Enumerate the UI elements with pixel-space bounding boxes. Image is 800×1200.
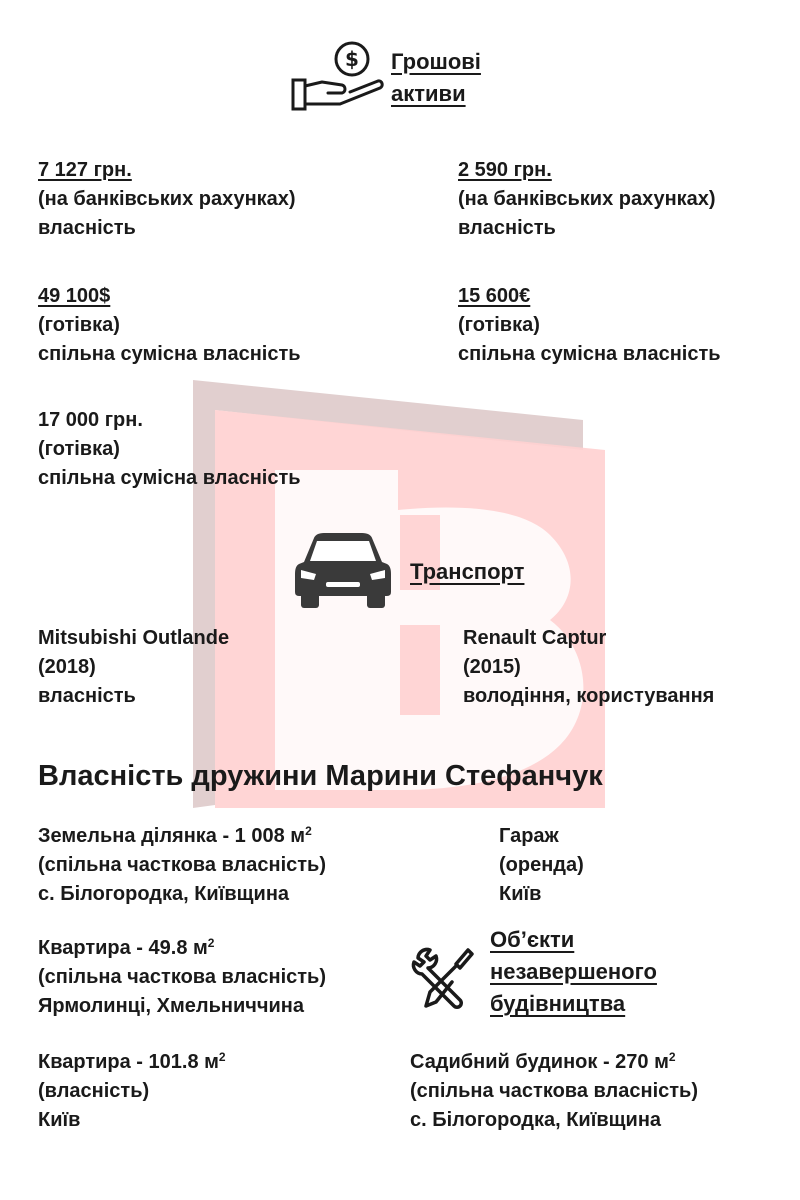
garage-ownership: (оренда) (499, 854, 584, 876)
unfinished-title-line1: Об’єкти (490, 927, 575, 952)
money-type: (на банківських рахунках) (38, 188, 296, 210)
money-amount: 17 000 грн. (38, 409, 143, 431)
svg-text:$: $ (345, 47, 359, 71)
money-hand-icon (290, 40, 386, 114)
money-item (38, 282, 301, 369)
money-item (458, 156, 716, 243)
car-icon (294, 530, 392, 610)
money-item (458, 282, 721, 369)
unfinished-title-line2: незавершеного (490, 959, 657, 984)
vehicle-item (463, 624, 714, 711)
money-type: (на банківських рахунках) (458, 188, 716, 210)
garage-label: Гараж (499, 825, 559, 847)
garage-location: Київ (499, 883, 542, 905)
house-label: Садибний будинок - 270 $м^2$ (410, 1049, 676, 1073)
money-item (38, 406, 301, 493)
house-ownership: (спільна часткова власність) (410, 1080, 698, 1102)
vehicle-model: Mitsubishi Outlande (38, 627, 230, 649)
tools-icon (410, 944, 476, 1010)
flat-item (38, 1048, 226, 1135)
money-ownership: спільна сумісна власність (38, 343, 301, 365)
vehicle-ownership: володіння, користування (463, 685, 715, 707)
flat-ownership: (власність) (38, 1080, 150, 1102)
vehicle-model: Renault Captur (463, 627, 607, 649)
money-amount: 7 127 грн. (38, 159, 132, 181)
money-type: (готівка) (458, 314, 540, 336)
land-plot-item (38, 822, 326, 909)
money-ownership: спільна сумісна власність (458, 343, 721, 365)
flat-item (38, 934, 326, 1021)
money-ownership: власність (38, 217, 136, 239)
flat-location: Ярмолинці, Хмельниччина (38, 995, 304, 1017)
money-amount: 2 590 грн. (458, 159, 552, 181)
flat-ownership: (спільна часткова власність) (38, 966, 326, 988)
flat-label: Квартира - 101.8 $м^2$ (38, 1049, 226, 1073)
wife-property-title: Власність дружини Марини Стефанчук (38, 760, 603, 792)
money-amount: 49 100$ (38, 285, 111, 307)
unfinished-title-line3: будівництва (490, 991, 626, 1016)
flat-label: Квартира - 49.8 $м^2$ (38, 935, 215, 959)
land-plot-label: Земельна ділянка - 1 008 $м^2$ (38, 823, 312, 847)
vehicle-year: (2018) (38, 656, 96, 678)
land-plot-ownership: (спільна часткова власність) (38, 854, 326, 876)
money-title-line2: активи (391, 81, 466, 106)
money-type: (готівка) (38, 438, 120, 460)
vehicle-ownership: власність (38, 685, 136, 707)
money-amount: 15 600€ (458, 285, 531, 307)
land-plot-location: с. Білогородка, Київщина (38, 883, 290, 905)
house-item (410, 1048, 698, 1135)
transport-title: Транспорт (410, 559, 525, 584)
money-ownership: спільна сумісна власність (38, 467, 301, 489)
money-item (38, 156, 296, 243)
garage-item (499, 822, 584, 909)
money-type: (готівка) (38, 314, 120, 336)
vehicle-year: (2015) (463, 656, 521, 678)
flat-location: Київ (38, 1109, 81, 1131)
vehicle-item (38, 624, 229, 711)
house-location: с. Білогородка, Київщина (410, 1109, 662, 1131)
money-title-line1: Грошові (391, 49, 481, 74)
money-ownership: власність (458, 217, 556, 239)
